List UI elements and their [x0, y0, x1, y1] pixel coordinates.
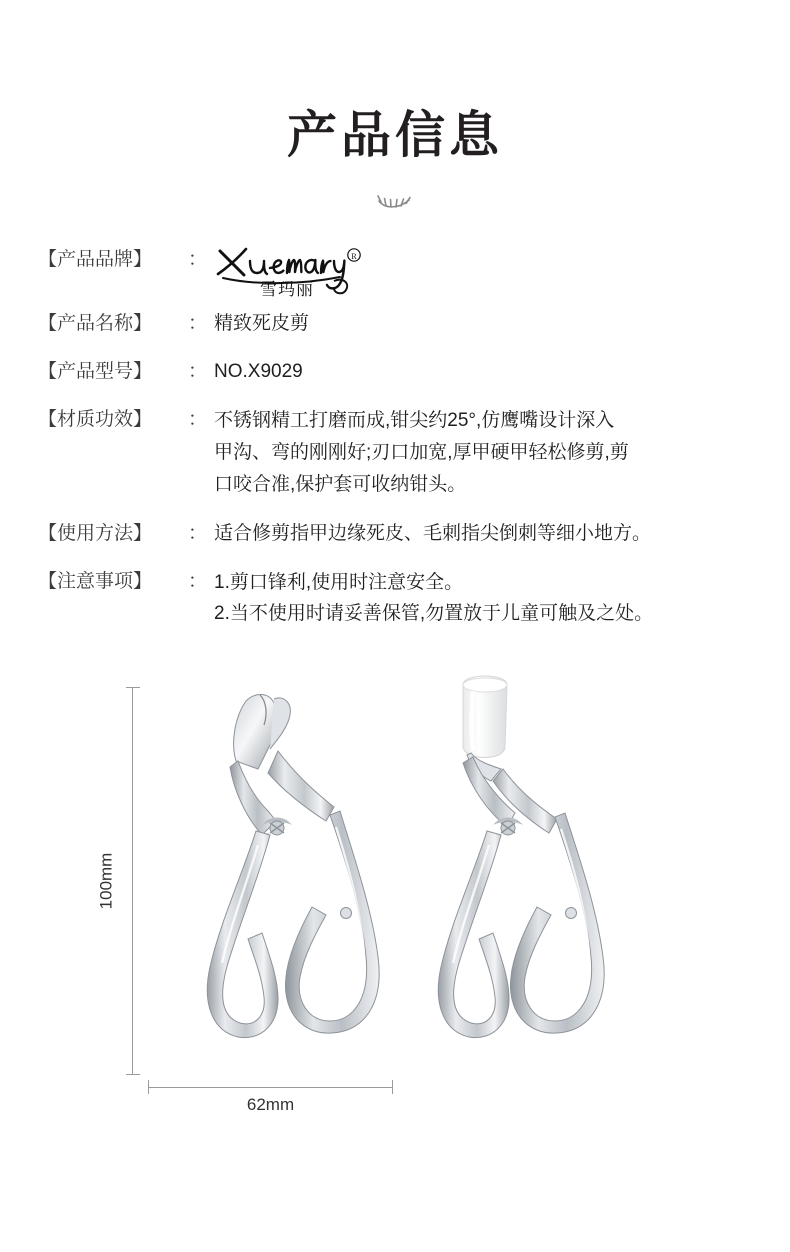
spec-text: 1.剪口锋利,使用时注意安全。 [214, 572, 464, 593]
spec-row-model [38, 357, 746, 387]
title-block [0, 0, 790, 217]
dimension-width-label: 62mm [246, 1095, 295, 1114]
spec-label-notes: 【注意事项】 [38, 571, 153, 592]
svg-text:R: R [351, 252, 357, 261]
product-images [150, 665, 710, 1085]
spec-text: 不锈钢精工打磨而成,钳尖约25°,仿鹰嘴设计深入 [214, 410, 615, 431]
spec-value-notes [214, 567, 746, 629]
page-title: 产品信息 [287, 107, 503, 163]
spec-label-usage: 【使用方法】 [38, 523, 153, 544]
spec-list [0, 245, 790, 629]
svg-text:雪玛丽: 雪玛丽 [260, 280, 314, 297]
spec-row-notes [38, 567, 746, 629]
dimension-height-line [132, 687, 133, 1075]
spec-colon-usage: ： [188, 523, 208, 544]
spec-colon-notes: ： [188, 571, 208, 592]
dimension-height-label: 100mm [96, 852, 116, 910]
spec-label-model: 【产品型号】 [38, 361, 153, 382]
dimension-height-cap-bottom [126, 1074, 140, 1075]
spec-row-usage [38, 519, 746, 549]
spec-value-name [214, 309, 746, 339]
spec-text: 精致死皮剪 [214, 313, 310, 334]
spec-colon-model: ： [188, 361, 208, 382]
spec-value-model [214, 357, 746, 387]
spec-value-material [214, 405, 746, 501]
spec-label-brand: 【产品品牌】 [38, 249, 153, 270]
spec-text: 口咬合准,保护套可收纳钳头。 [214, 474, 467, 495]
dimension-height [96, 687, 148, 1075]
spec-text: 甲沟、弯的刚刚好;刃口加宽,厚甲硬甲轻松修剪,剪 [214, 442, 629, 463]
spec-label-name: 【产品名称】 [38, 313, 153, 334]
spec-colon-material: ： [188, 409, 208, 430]
spec-row-name [38, 309, 746, 339]
spec-value-usage [214, 519, 746, 549]
spec-colon-name: ： [188, 313, 208, 334]
product-image-nipper-open [150, 665, 420, 1080]
spec-text: NO.X9029 [214, 361, 303, 382]
spec-colon-brand: ： [188, 249, 208, 270]
product-image-nipper-capped [415, 665, 685, 1080]
spec-value-brand [214, 245, 746, 297]
spec-row-brand [38, 245, 746, 297]
dimension-height-cap-top [126, 687, 140, 688]
product-photo-area [0, 665, 790, 1135]
eyelash-ornament-icon [0, 191, 790, 217]
dimension-width-cap-left [148, 1080, 149, 1094]
spec-text: 适合修剪指甲边缘死皮、毛刺指尖倒刺等细小地方。 [214, 523, 652, 544]
spec-label-material: 【材质功效】 [38, 409, 153, 430]
spec-row-material [38, 405, 746, 501]
brand-logo [214, 241, 394, 297]
spec-text: 2.当不使用时请妥善保管,勿置放于儿童可触及之处。 [214, 603, 654, 624]
dimension-width-line [148, 1087, 393, 1088]
